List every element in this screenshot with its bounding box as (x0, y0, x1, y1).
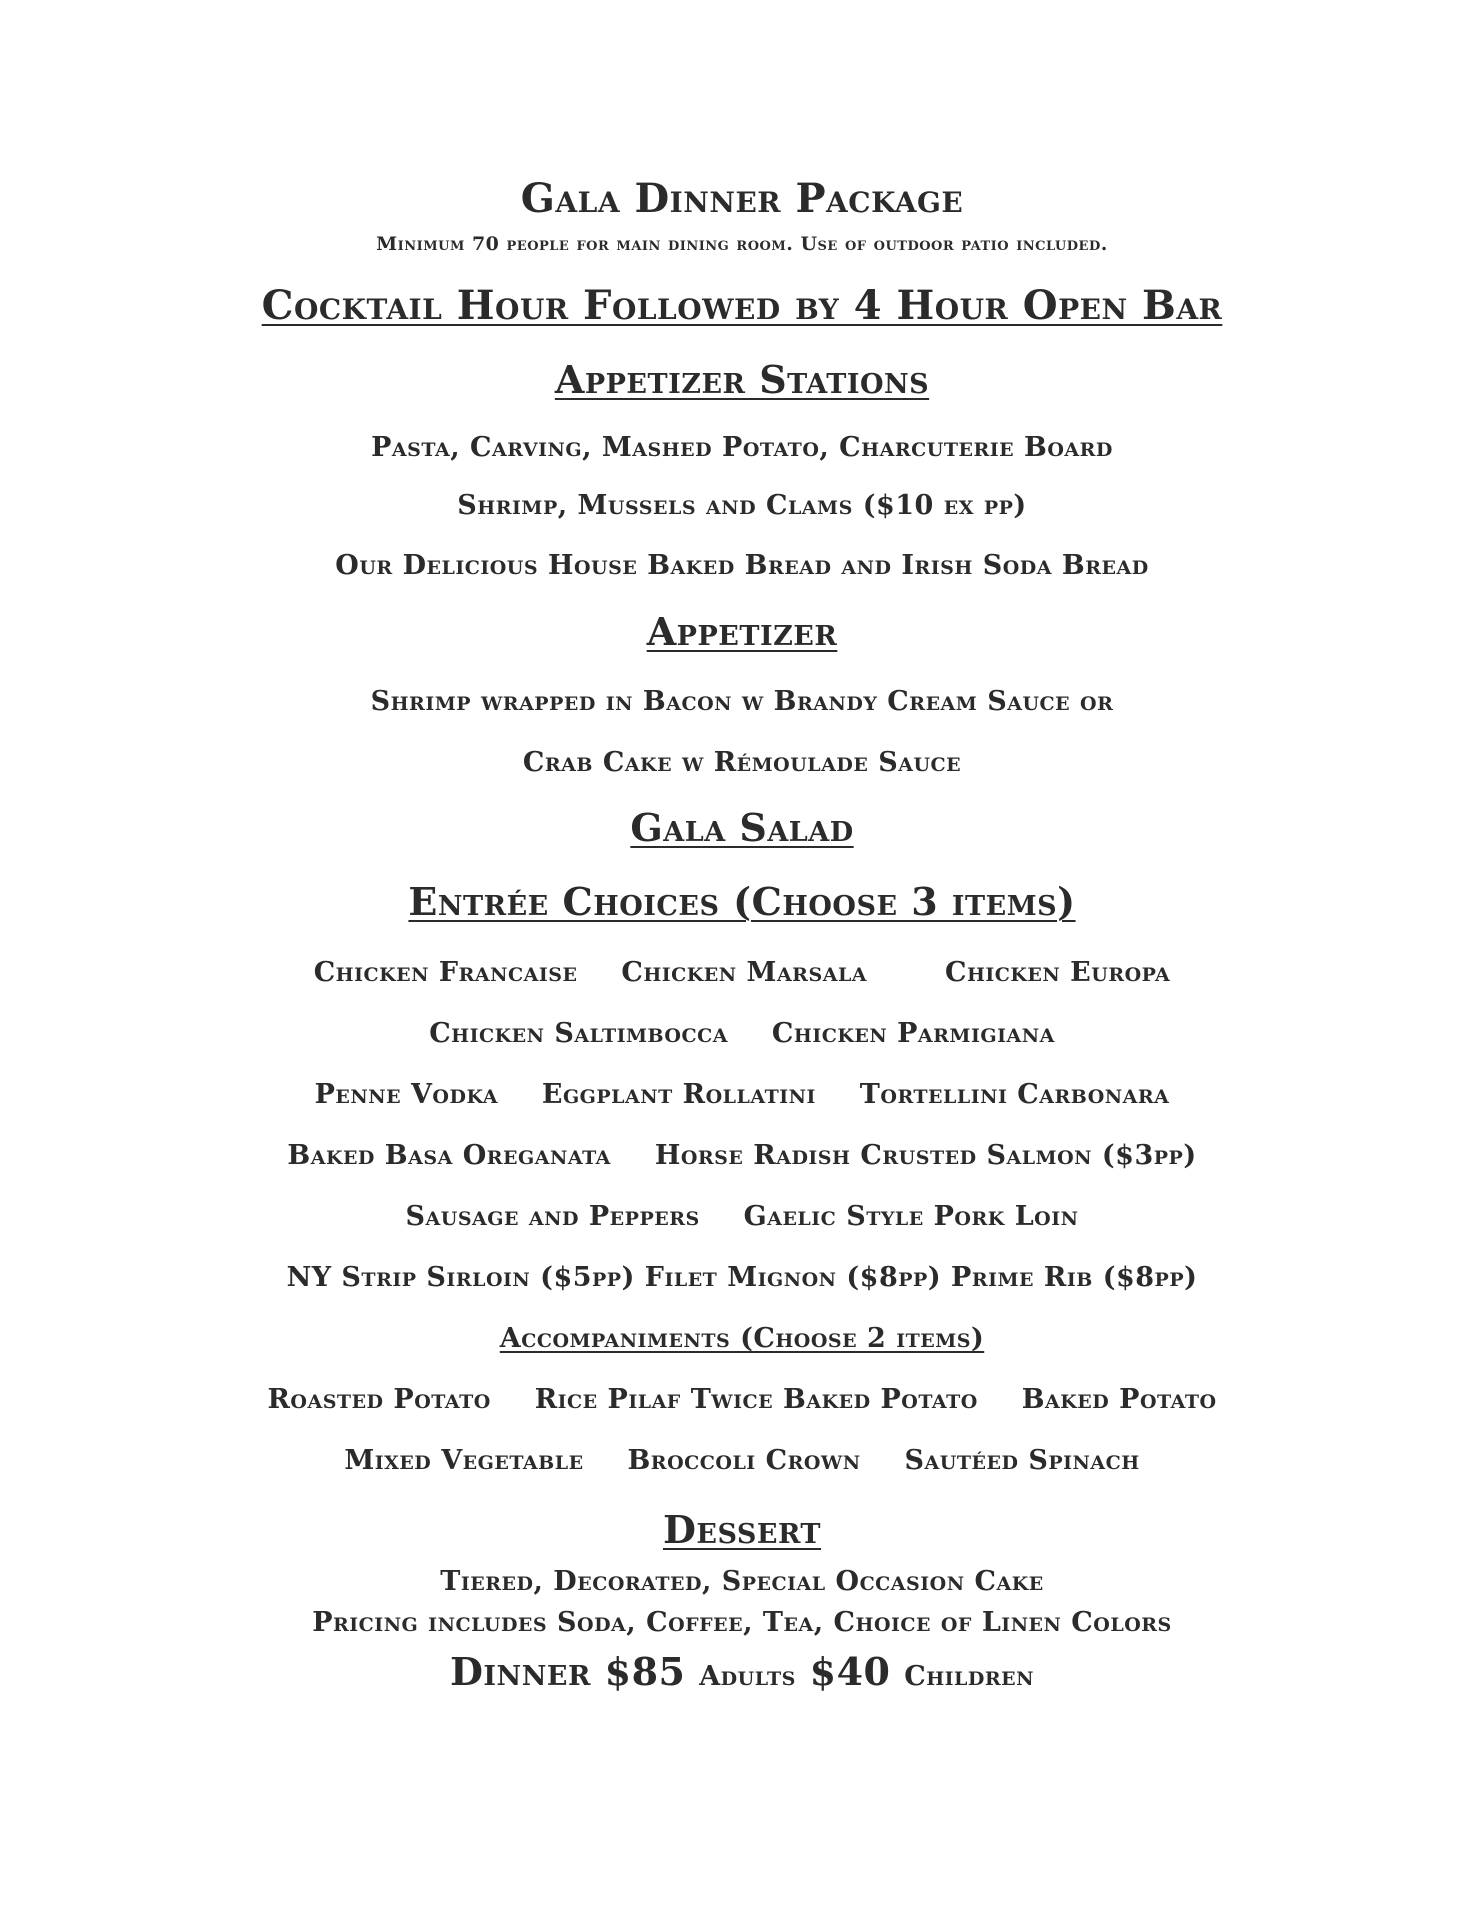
appetizer-heading: Appetizer (646, 609, 838, 654)
menu-title: Gala Dinner Package (520, 175, 964, 222)
salad-heading: Gala Salad (630, 805, 854, 850)
appetizer-line: Crab Cake w Rémoulade Sauce (522, 747, 962, 778)
cocktail-heading: Cocktail Hour Followed by 4 Hour Open Bar (261, 282, 1223, 329)
entree-row (0, 1079, 1484, 1110)
entree-item: Penne Vodka (314, 1079, 498, 1110)
accompaniments-row (0, 1384, 1484, 1415)
child-label: Children (904, 1661, 1035, 1692)
child-price: $40 (809, 1649, 891, 1694)
entree-row (0, 1262, 1484, 1293)
dinner-label: Dinner (449, 1649, 591, 1694)
dinner-price-line (0, 1650, 1484, 1694)
entree-item: Eggplant Rollatini (541, 1079, 816, 1110)
entree-item: Baked Basa Oreganata (287, 1140, 611, 1171)
accompaniment-item: Roasted Potato (267, 1384, 491, 1415)
adult-label: Adults (699, 1661, 796, 1692)
appetizer-stations-line: Pasta, Carving, Mashed Potato, Charcuterie Board (371, 432, 1113, 463)
accompaniment-item: Broccoli Crown (627, 1445, 861, 1476)
appetizer-stations-line: Shrimp, Mussels and Clams ($10 ex pp) (457, 490, 1027, 521)
entree-item: Chicken Europa (944, 957, 1171, 988)
entree-item: Filet Mignon ($8pp) (644, 1262, 942, 1293)
entree-row (0, 1201, 1484, 1232)
entree-item: Sausage and Peppers (405, 1201, 700, 1232)
accompaniments-row (0, 1445, 1484, 1476)
entree-item: Gaelic Style Pork Loin (743, 1201, 1079, 1232)
entree-item: Prime Rib ($8pp) (951, 1262, 1198, 1293)
menu-subtitle: Minimum 70 people for main dining room. Use of outdoor patio included. (376, 233, 1108, 255)
entree-row (0, 1140, 1484, 1171)
entree-item: NY Strip Sirloin ($5pp) (286, 1262, 635, 1293)
appetizer-stations-line: Our Delicious House Baked Bread and Irish Soda Bread (335, 550, 1149, 581)
appetizer-stations-heading: Appetizer Stations (554, 357, 930, 402)
entree-heading: Entrée Choices (Choose 3 items) (408, 879, 1076, 924)
pricing-includes-line: Pricing includes Soda, Coffee, Tea, Choice of Linen Colors (312, 1607, 1172, 1638)
entree-item: Chicken Marsala (621, 957, 868, 988)
entree-item: Tortellini Carbonara (859, 1079, 1170, 1110)
entree-item: Chicken Saltimbocca (429, 1018, 728, 1049)
entree-item: Chicken Francaise (313, 957, 578, 988)
dessert-line: Tiered, Decorated, Special Occasion Cake (440, 1566, 1044, 1597)
accompaniments-heading: Accompaniments (Choose 2 items) (499, 1323, 985, 1354)
accompaniment-item: Rice Pilaf (534, 1384, 681, 1415)
dessert-heading: Dessert (662, 1507, 822, 1552)
accompaniment-item: Sautéed Spinach (904, 1445, 1140, 1476)
accompaniment-item: Mixed Vegetable (344, 1445, 584, 1476)
accompaniment-item: Baked Potato (1021, 1384, 1217, 1415)
accompaniment-item: Twice Baked Potato (690, 1384, 978, 1415)
adult-price: $85 (604, 1649, 686, 1694)
appetizer-line: Shrimp wrapped in Bacon w Brandy Cream Sauce or (370, 686, 1114, 717)
entree-item: Chicken Parmigiana (771, 1018, 1055, 1049)
entree-row (0, 1018, 1484, 1049)
entree-item: Horse Radish Crusted Salmon ($3pp) (654, 1140, 1197, 1171)
entree-row (0, 957, 1484, 988)
